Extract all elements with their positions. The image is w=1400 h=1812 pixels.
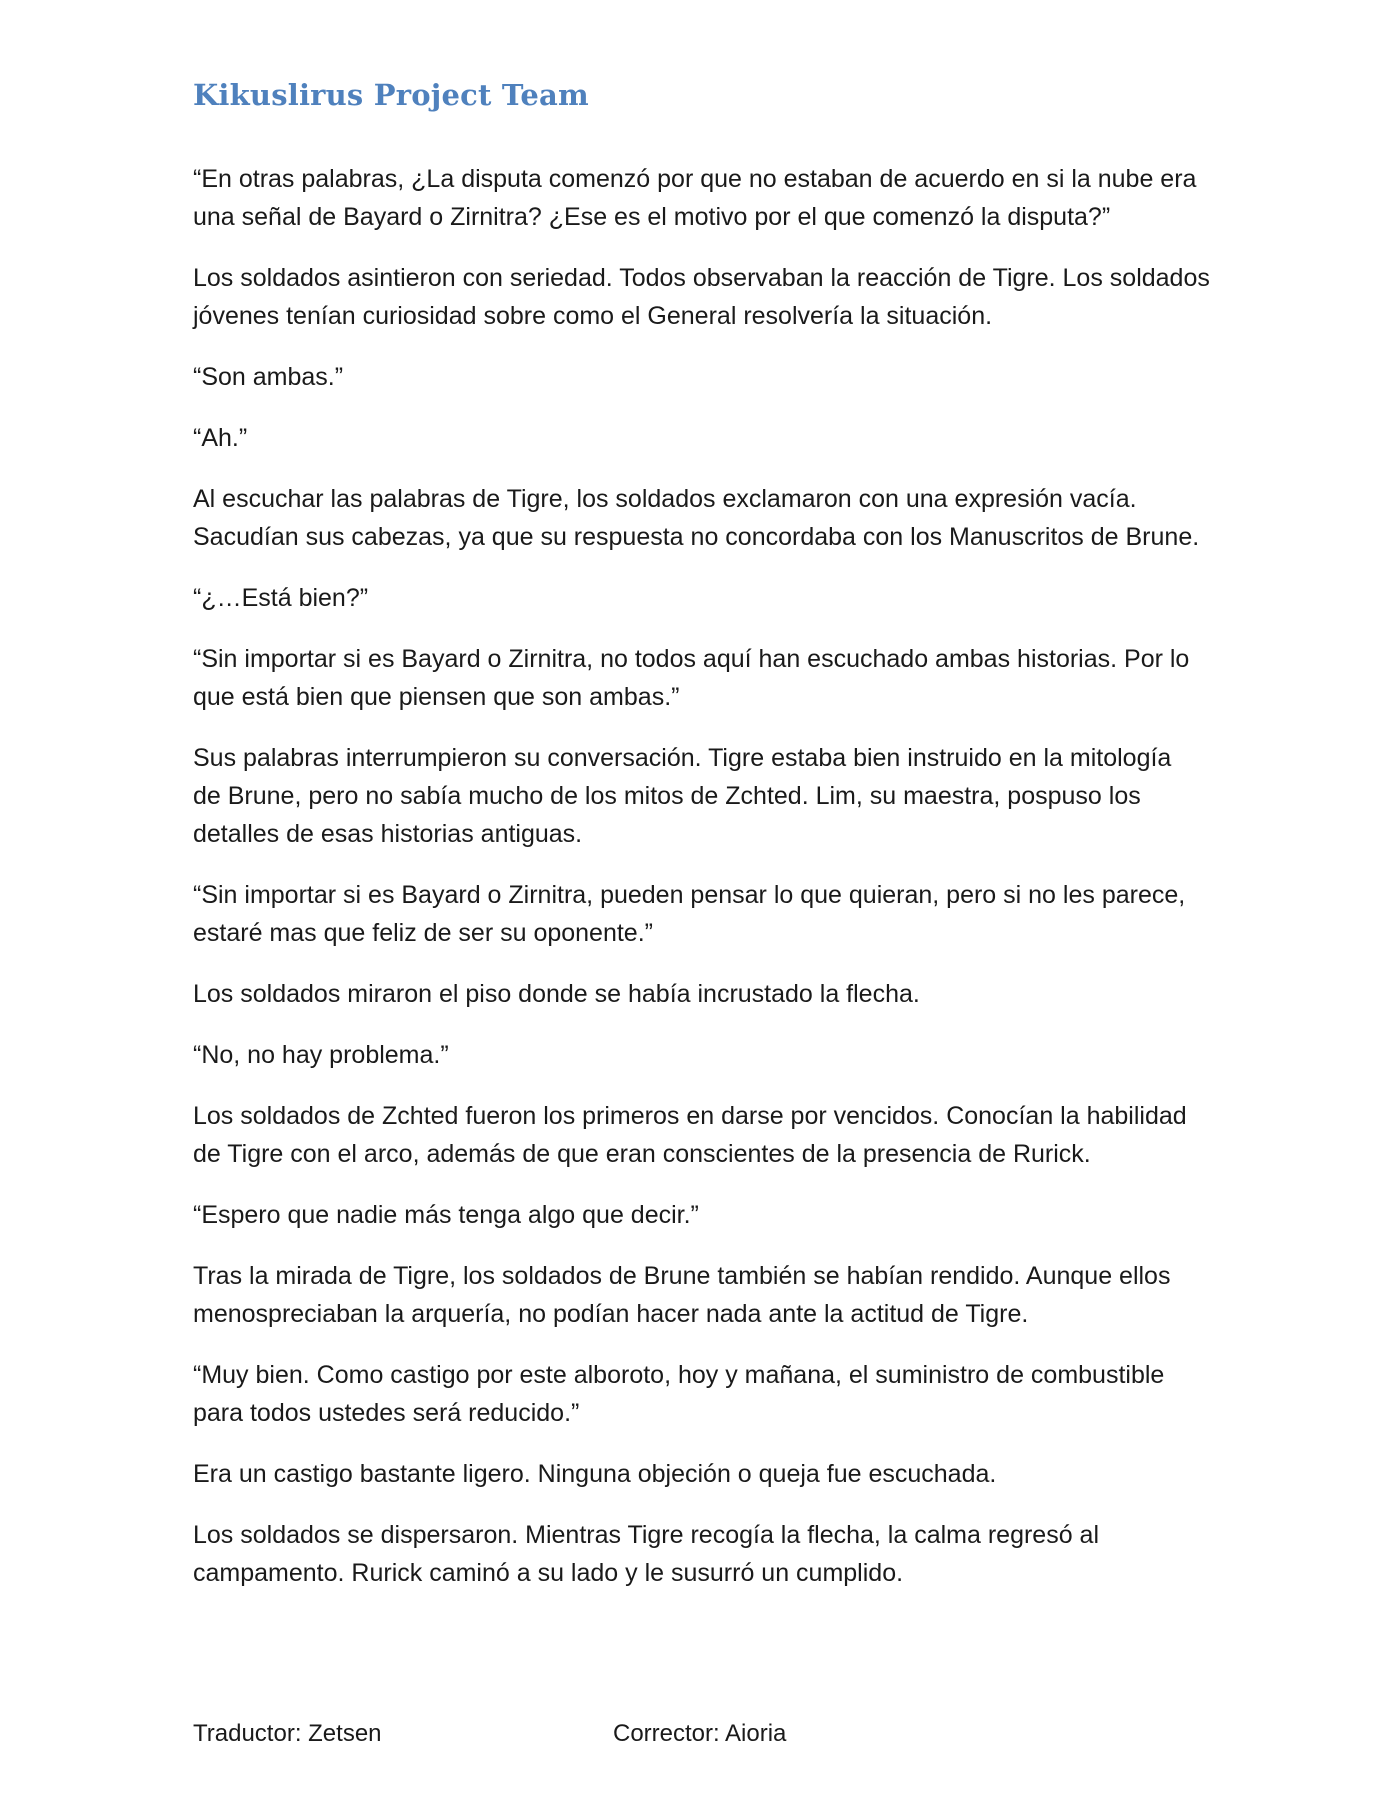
- paragraph: Los soldados miraron el piso donde se había incrustado la flecha.: [193, 980, 920, 1008]
- paragraph: “¿…Está bien?”: [193, 584, 369, 612]
- paragraph: “Sin importar si es Bayard o Zirnitra, pueden pensar lo que quieran, pero si no les parece, estaré mas que feliz de ser su oponente.”: [193, 881, 1186, 947]
- body-text: [193, 160, 1213, 1615]
- paragraph: Sus palabras interrumpieron su conversación. Tigre estaba bien instruido en la mitología de Brune, pero no sabía mucho de los mitos de Zchted. Lim, su maestra, pospuso los detalles de esas historias antiguas.: [193, 744, 1172, 848]
- paragraph: Los soldados de Zchted fueron los primeros en darse por vencidos. Conocían la habilidad de Tigre con el arco, además de que eran conscientes de la presencia de Rurick.: [193, 1102, 1187, 1168]
- paragraph: “Ah.”: [193, 424, 248, 452]
- paragraph: Los soldados se dispersaron. Mientras Tigre recogía la flecha, la calma regresó al campamento. Rurick caminó a su lado y le susurró un cumplido.: [193, 1521, 1100, 1587]
- paragraph: “Muy bien. Como castigo por este alboroto, hoy y mañana, el suministro de combustible para todos ustedes será reducido.”: [193, 1361, 1165, 1427]
- paragraph: “Sin importar si es Bayard o Zirnitra, no todos aquí han escuchado ambas historias. Por lo que está bien que piensen que son ambas.”: [193, 645, 1190, 711]
- paragraph: “Son ambas.”: [193, 363, 344, 391]
- paragraph: Era un castigo bastante ligero. Ninguna objeción o queja fue escuchada.: [193, 1460, 997, 1488]
- paragraph: “No, no hay problema.”: [193, 1041, 449, 1069]
- page-header-title: Kikuslirus Project Team: [193, 78, 589, 112]
- paragraph: “Espero que nadie más tenga algo que decir.”: [193, 1201, 699, 1229]
- footer-translator: Traductor: Zetsen: [193, 1720, 382, 1747]
- paragraph: Los soldados asintieron con seriedad. Todos observaban la reacción de Tigre. Los soldados jóvenes tenían curiosidad sobre como el General resolvería la situación.: [193, 264, 1210, 330]
- paragraph: Tras la mirada de Tigre, los soldados de Brune también se habían rendido. Aunque ellos menospreciaban la arquería, no podían hacer nada ante la actitud de Tigre.: [193, 1262, 1171, 1328]
- paragraph: “En otras palabras, ¿La disputa comenzó por que no estaban de acuerdo en si la nube era una señal de Bayard o Zirnitra? ¿Ese es el motivo por el que comenzó la disputa?”: [193, 165, 1197, 231]
- paragraph: Al escuchar las palabras de Tigre, los soldados exclamaron con una expresión vacía. Sacudían sus cabezas, ya que su respuesta no concordaba con los Manuscritos de Brune.: [193, 485, 1200, 551]
- footer-corrector: Corrector: Aioria: [613, 1720, 787, 1747]
